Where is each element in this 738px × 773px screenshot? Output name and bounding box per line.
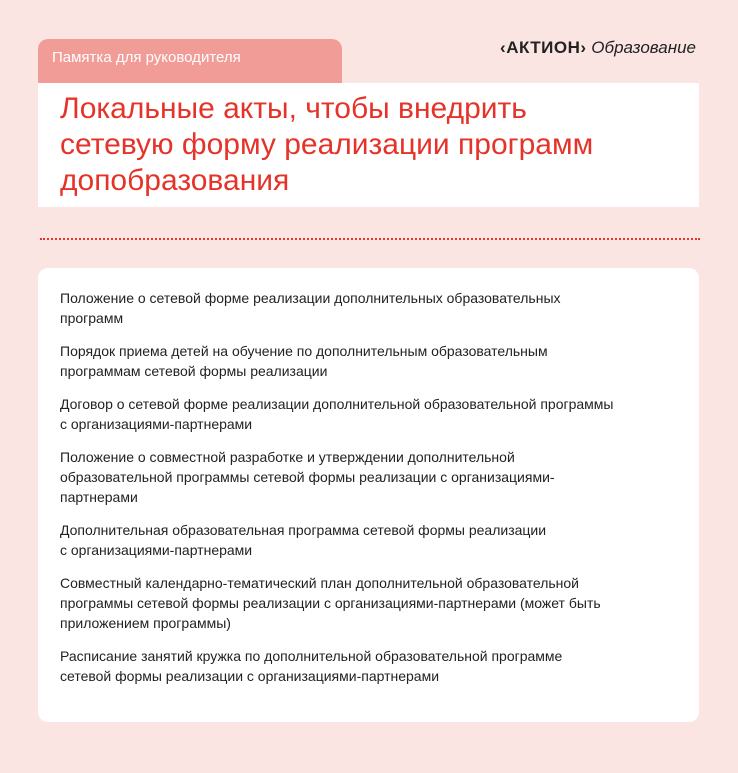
dotted-divider [40, 238, 700, 240]
list-item: Положение о сетевой форме реализации дополнительных образовательных программ [60, 290, 561, 326]
list-item: Договор о сетевой форме реализации дополнительной образовательной программы с организациями-партнерами [60, 396, 614, 432]
title-line: Локальные акты, чтобы внедрить [60, 92, 527, 125]
list-item: Совместный календарно-тематический план дополнительной образовательной программы сетевой формы реализации с организациями-партнерами (может быть приложением программы) [60, 575, 601, 631]
title-panel [38, 83, 699, 207]
aktion-logo [500, 38, 696, 58]
list-item: Дополнительная образовательная программа сетевой формы реализации с организациями-партнерами [60, 522, 547, 558]
title-line: допобразования [60, 164, 290, 197]
list-item: Расписание занятий кружка по дополнительной образовательной программе сетевой формы реализации с организациями-партнерами [60, 648, 563, 684]
title-line: сетевую форму реализации программ [60, 128, 594, 161]
memo-tag [38, 39, 342, 83]
logo-suffix: Образование [591, 38, 696, 57]
logo-brand: ‹АКТИОН› [500, 38, 587, 57]
list-item: Положение о совместной разработке и утверждении дополнительной образовательной программы сетевой формы реализации с организациями- партнерами [60, 449, 555, 505]
acts-list [38, 268, 699, 722]
memo-tag-label: Памятка для руководителя [52, 49, 241, 66]
list-item: Порядок приема детей на обучение по дополнительным образовательным программам сетевой формы реализации [60, 343, 548, 379]
page-title [60, 91, 699, 199]
